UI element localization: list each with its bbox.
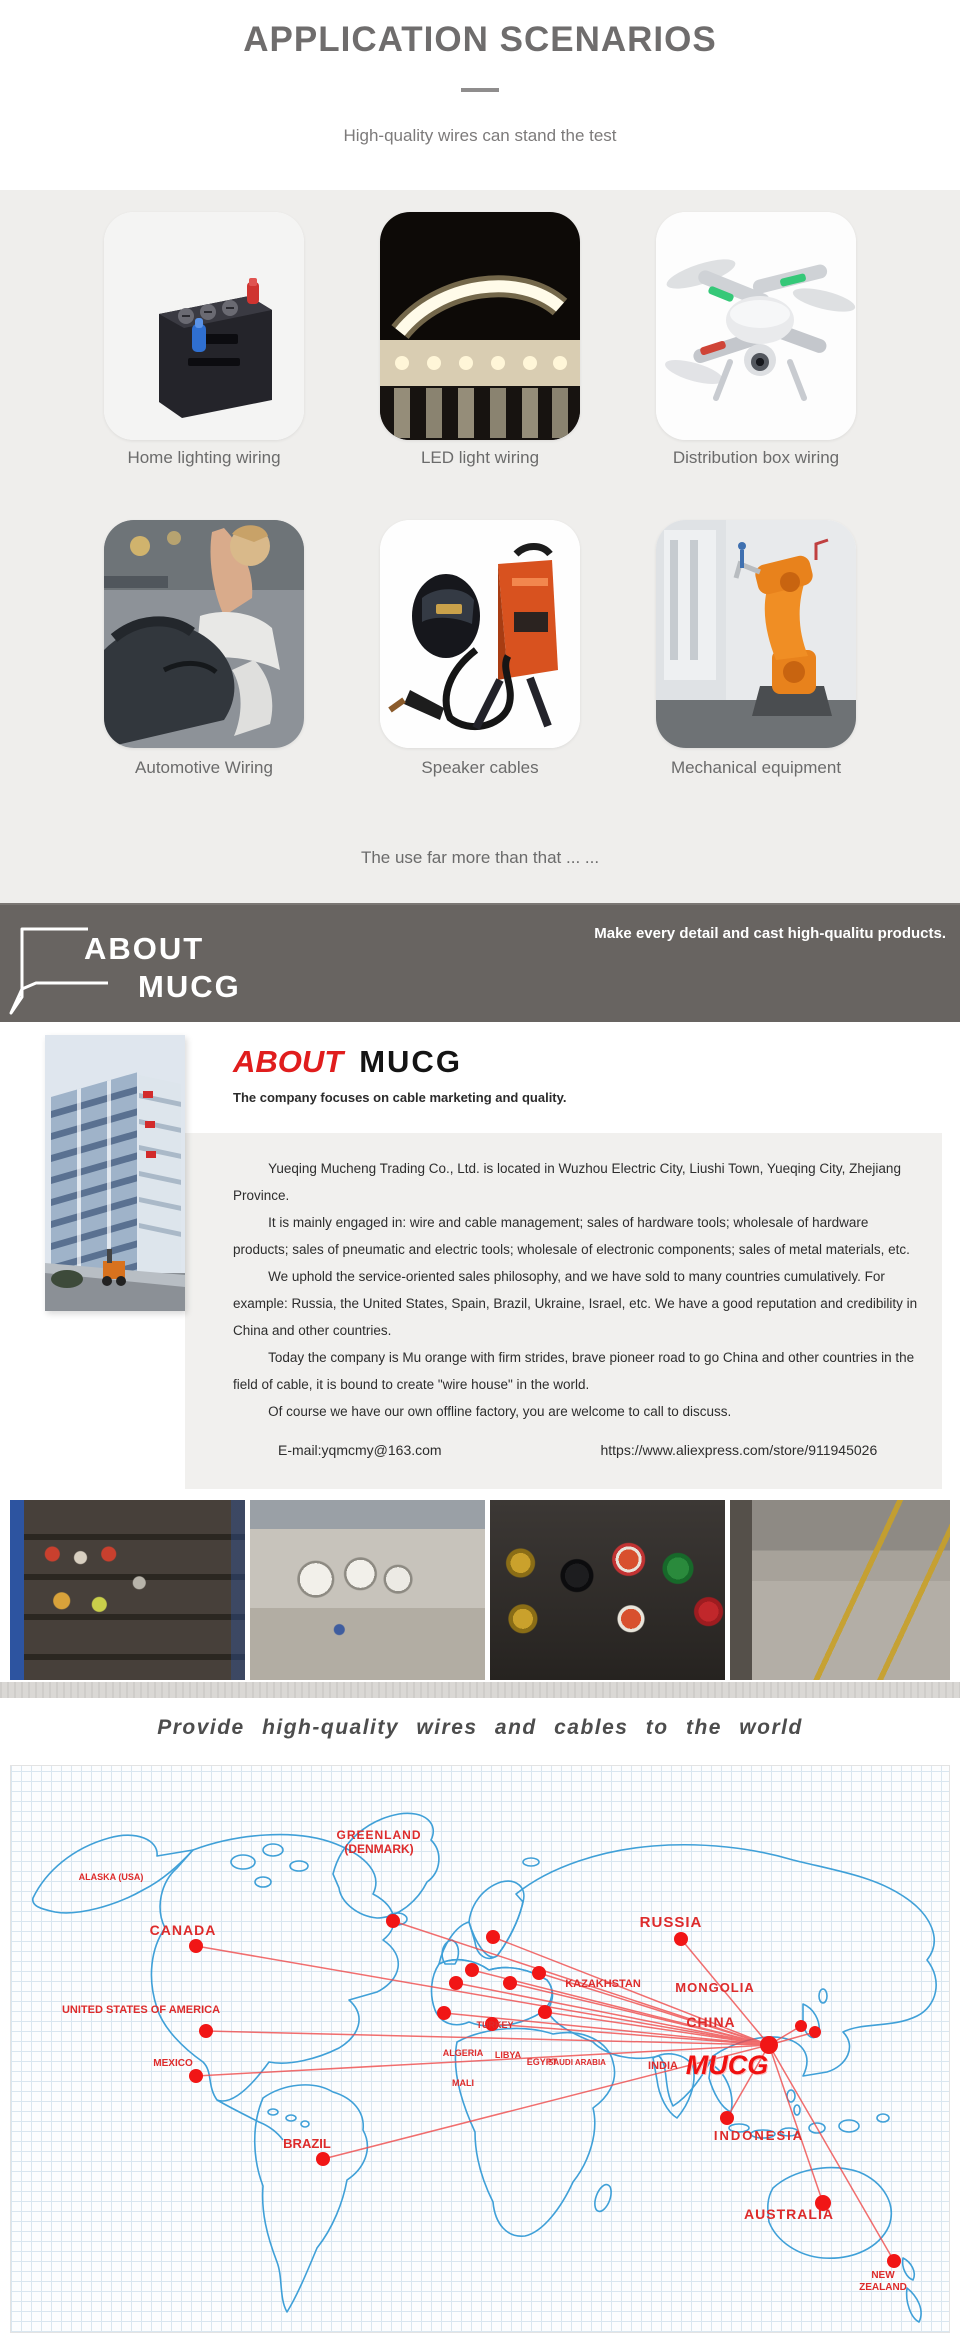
scenario-card-led bbox=[380, 212, 580, 440]
scenario-card-distribution bbox=[656, 212, 856, 440]
store-url-text: https://www.aliexpress.com/store/911945026 bbox=[600, 1442, 878, 1458]
automotive-image bbox=[104, 520, 304, 748]
robot-arm-image bbox=[656, 520, 856, 748]
scenario-card-speaker bbox=[380, 520, 580, 748]
map-label-china: CHINA bbox=[686, 2014, 736, 2030]
scenario-card-mechanical bbox=[656, 520, 856, 748]
about-paragraph: We uphold the service-oriented sales philosophy, and we have sold to many countries cumulatively. For example: Russia, the United States, Spain, Brazil, Ukraine, Israel, etc. We have a good reputation and credibility in China and other countries. bbox=[233, 1269, 918, 1338]
contact-line bbox=[233, 1442, 923, 1458]
scenario-card-automotive bbox=[104, 520, 304, 748]
page-title: APPLICATION SCENARIOS bbox=[243, 20, 717, 59]
email-text: E-mail:yqmcmy@163.com bbox=[278, 1442, 442, 1458]
map-label-mali: MALI bbox=[452, 2078, 474, 2088]
map-label-turkey: TURKEY bbox=[476, 2020, 514, 2030]
map-label-egypt: EGYPT bbox=[526, 2057, 558, 2067]
map-label-mongolia: MONGOLIA bbox=[675, 1980, 755, 1995]
about-heading-red: ABOUT bbox=[233, 1044, 344, 1079]
about-paragraph: Of course we have our own offline factory, you are welcome to call to discuss. bbox=[268, 1404, 732, 1419]
scenarios-more-text: The use far more than that ... ... bbox=[360, 848, 600, 867]
world-map bbox=[10, 1765, 950, 2333]
map-label-libya: LIBYA bbox=[494, 2050, 522, 2060]
map-label-new-zealand-2: ZEALAND bbox=[859, 2282, 907, 2293]
map-label-greenland-2: (DENMARK) bbox=[344, 1842, 414, 1856]
company-building-photo bbox=[45, 1035, 185, 1311]
scenario-label: Home lighting wiring bbox=[127, 448, 281, 467]
map-label-indonesia: INDONESIA bbox=[713, 2128, 805, 2143]
about-paragraph: Yueqing Mucheng Trading Co., Ltd. is located in Wuzhou Electric City, Liushi Town, Yueqing City, Zhejiang Province. bbox=[233, 1161, 901, 1203]
map-label-mexico: MEXICO bbox=[153, 2058, 193, 2069]
map-label-russia: RUSSIA bbox=[639, 1914, 703, 1931]
about-paragraph: It is mainly engaged in: wire and cable management; sales of hardware tools; wholesale of hardware products; sales of pneumatic and electric tools; wholesale of electronic components; sales of metal materials, etc. bbox=[233, 1215, 910, 1257]
about-tagline: The company focuses on cable marketing and quality. bbox=[233, 1090, 567, 1105]
scenario-label: Speaker cables bbox=[421, 758, 539, 777]
banner-word-about: ABOUT bbox=[84, 931, 205, 966]
factory-photo-shelves bbox=[10, 1500, 245, 1680]
drone-image bbox=[656, 212, 856, 440]
map-label-brazil: BRAZIL bbox=[283, 2136, 331, 2151]
scenario-label: LED light wiring bbox=[420, 448, 540, 467]
factory-photo-warehouse bbox=[730, 1500, 950, 1680]
company-description bbox=[233, 1155, 923, 1425]
map-label-australia: AUSTRALIA bbox=[744, 2206, 834, 2222]
scenario-label: Mechanical equipment bbox=[670, 758, 842, 777]
map-section-title: Provide high-quality wires and cables to the world bbox=[157, 1716, 803, 1739]
map-label-greenland: GREENLAND bbox=[336, 1828, 422, 1842]
map-label-new-zealand: NEW bbox=[871, 2270, 895, 2281]
map-label-alaska: ALASKA (USA) bbox=[78, 1872, 144, 1882]
map-label-usa: UNITED STATES OF AMERICA bbox=[61, 2004, 221, 2016]
scenario-card-home-lighting bbox=[104, 212, 304, 440]
map-label-canada: CANADA bbox=[149, 1922, 217, 1938]
led-strip-image bbox=[380, 212, 580, 440]
factory-photo-coils bbox=[490, 1500, 725, 1680]
factory-photo-spools bbox=[250, 1500, 485, 1680]
about-banner bbox=[0, 903, 960, 1022]
scenario-label: Automotive Wiring bbox=[135, 758, 273, 777]
page-subtitle: High-quality wires can stand the test bbox=[343, 126, 617, 145]
map-label-india: INDIA bbox=[648, 2060, 678, 2072]
map-label-kazakhstan: KAZAKHSTAN bbox=[565, 1978, 641, 1990]
about-heading-dark: MUCG bbox=[359, 1044, 462, 1079]
banner-word-mucg: MUCG bbox=[138, 969, 241, 1004]
about-paragraph: Today the company is Mu orange with firm strides, brave pioneer road to go China and other countries in the field of cable, it is bound to create "wire house" in the world. bbox=[233, 1350, 915, 1392]
title-underline bbox=[461, 88, 499, 92]
map-label-algeria: ALGERIA bbox=[442, 2048, 484, 2058]
welder-image bbox=[380, 520, 580, 748]
map-label-saudi-arabia: SAUDI ARABIA bbox=[548, 2058, 606, 2067]
map-brand-mucg: MUCG bbox=[685, 2050, 769, 2080]
gallery-baseline bbox=[0, 1682, 960, 1698]
about-heading bbox=[233, 1044, 462, 1080]
battery-image bbox=[104, 212, 304, 440]
scenario-label: Distribution box wiring bbox=[672, 448, 840, 467]
banner-tagline: Make every detail and cast high-qualitu products. bbox=[594, 925, 946, 942]
